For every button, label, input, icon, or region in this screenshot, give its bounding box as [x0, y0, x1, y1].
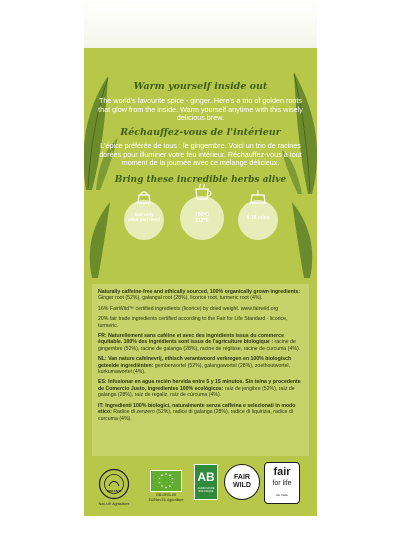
ingredients-es-bold: ES: Infusionar en agua recién hervida entre 5 y 15 minutos. Sin teína y procedente de Comercio Justo, ingredientes 100% ecológicos: [98, 379, 301, 392]
ingredients-en [98, 289, 303, 302]
fair-for-life-sub: fair trade [276, 493, 288, 497]
brew-step-boil-line1: boil only [134, 212, 154, 217]
ingredients-it-text: Radice di zenzero (52%), radice di galanga (28%), radice di liquirizia, radice di curcuma (4%). [98, 409, 293, 422]
ingredients-es [98, 379, 303, 398]
ingredients-fr [98, 333, 303, 352]
fairwild-logo [224, 464, 260, 500]
brew-step-temp-f: 212°F [195, 218, 209, 224]
ingredients-fairtrade: 20% fair trade ingredients certified according to the Fair for Life Standard - licorice, turmeric. [98, 316, 288, 329]
teabag-icon [249, 190, 267, 204]
ingredients-nl [98, 356, 303, 375]
brew-steps [114, 192, 289, 264]
french-body: L'épice préférée de tous : le gingembre. Voici un trio de racines dorées pour illuminer votre feu intérieur. Réchauffez-vous à tout moment de la journée avec ce mélange délicieux. [99, 141, 302, 168]
english-body: The world's favourite spice - ginger. Here's a trio of golden roots that glow from the inside. Warm yourself anytime with this wisely delicious brew. [98, 96, 303, 123]
ab-organic-logo [194, 464, 218, 500]
ingredients-fairwild: 16% FairWild™ certified ingredients (licorice) by dried weight. www.fairwild.org [98, 305, 279, 312]
soil-association-seal-icon [98, 468, 130, 500]
herbs-heading: Bring these incredible herbs alive [114, 175, 287, 185]
brew-step-time-label: 5-15 mins [246, 215, 270, 221]
fairwild-bottom: WILD [233, 482, 251, 489]
ingredients-it [98, 403, 303, 422]
english-heading: Warm yourself inside out [133, 81, 268, 92]
fair-for-life-logo [264, 462, 300, 504]
soil-association-caption: Non-UK Agriculture [98, 502, 130, 506]
ingredients-it-bold: IT: Ingredienti 100% biologici, naturalmente senza caffeina e selezionati in modo etico: [98, 402, 296, 416]
eu-organic-code: GB-ORG-05 [156, 493, 176, 497]
fairwild-top: FAIR [234, 474, 250, 481]
ab-label: AB [197, 470, 215, 484]
eu-leaf-stars-icon [151, 471, 181, 491]
ingredients-fr-text: racine de gingembre (52%), racine de galanga (28%), racine de réglisse, racine de curcuma (4%). [98, 339, 301, 352]
brew-step-temp-c: 100°C [195, 212, 209, 218]
brew-step-temperature [180, 196, 224, 240]
soil-association-logo [96, 468, 132, 512]
box-top-flap [84, 0, 317, 48]
kettle-icon [136, 190, 152, 204]
certifications-row [84, 460, 317, 516]
ingredients-en-text: Ginger root (52%), galangal root (28%), licorice root, turmeric root (4%). [98, 295, 263, 302]
ab-sub: AGRICULTURE BIOLOGIQUE [197, 487, 215, 493]
ingredients-nl-text: gemberwortel (52%), galangawortel (28%), zoethoutwortel, kurkumawortel (4%). [98, 362, 291, 376]
ingredients-fr-bold: FR: Naturellement sans caféine et avec des ingrédients issus du commerce équitable. 100% des ingrédients sont issus de l'agriculture biologique : [98, 333, 284, 346]
teacup-icon [193, 184, 213, 200]
eu-organic-caption: EU/Non-EU Agriculture [148, 498, 184, 502]
french-heading: Réchauffez-vous de l'intérieur [120, 127, 281, 138]
ingredients-panel [92, 284, 309, 456]
ingredients-nl-bold: NL: Van nature cafeïnevrij, ethisch verantwoord verkregen en 100% biologisch geteelde ingrediënten: [98, 356, 292, 369]
ingredients-en-bold: Naturally caffeine-free and ethically sourced, 100% organically grown ingredients: [98, 289, 301, 295]
soil-association-center: ORGANIC [106, 489, 122, 493]
eu-organic-logo [146, 468, 186, 512]
tea-box-back-panel [84, 48, 317, 516]
fair-for-life-bottom: for life [272, 480, 292, 487]
fair-for-life-top: fair [273, 466, 291, 478]
brew-step-boil [124, 200, 164, 240]
ingredients-es-text: raíz de jengibre (52%), raíz de galanga (28%), raíz de regaliz, raíz de cúrcuma (4%). [98, 385, 295, 399]
brew-step-boil-line2: what you need [128, 217, 160, 223]
english-section [84, 81, 317, 123]
brew-step-time [238, 200, 278, 240]
french-section [84, 127, 317, 168]
